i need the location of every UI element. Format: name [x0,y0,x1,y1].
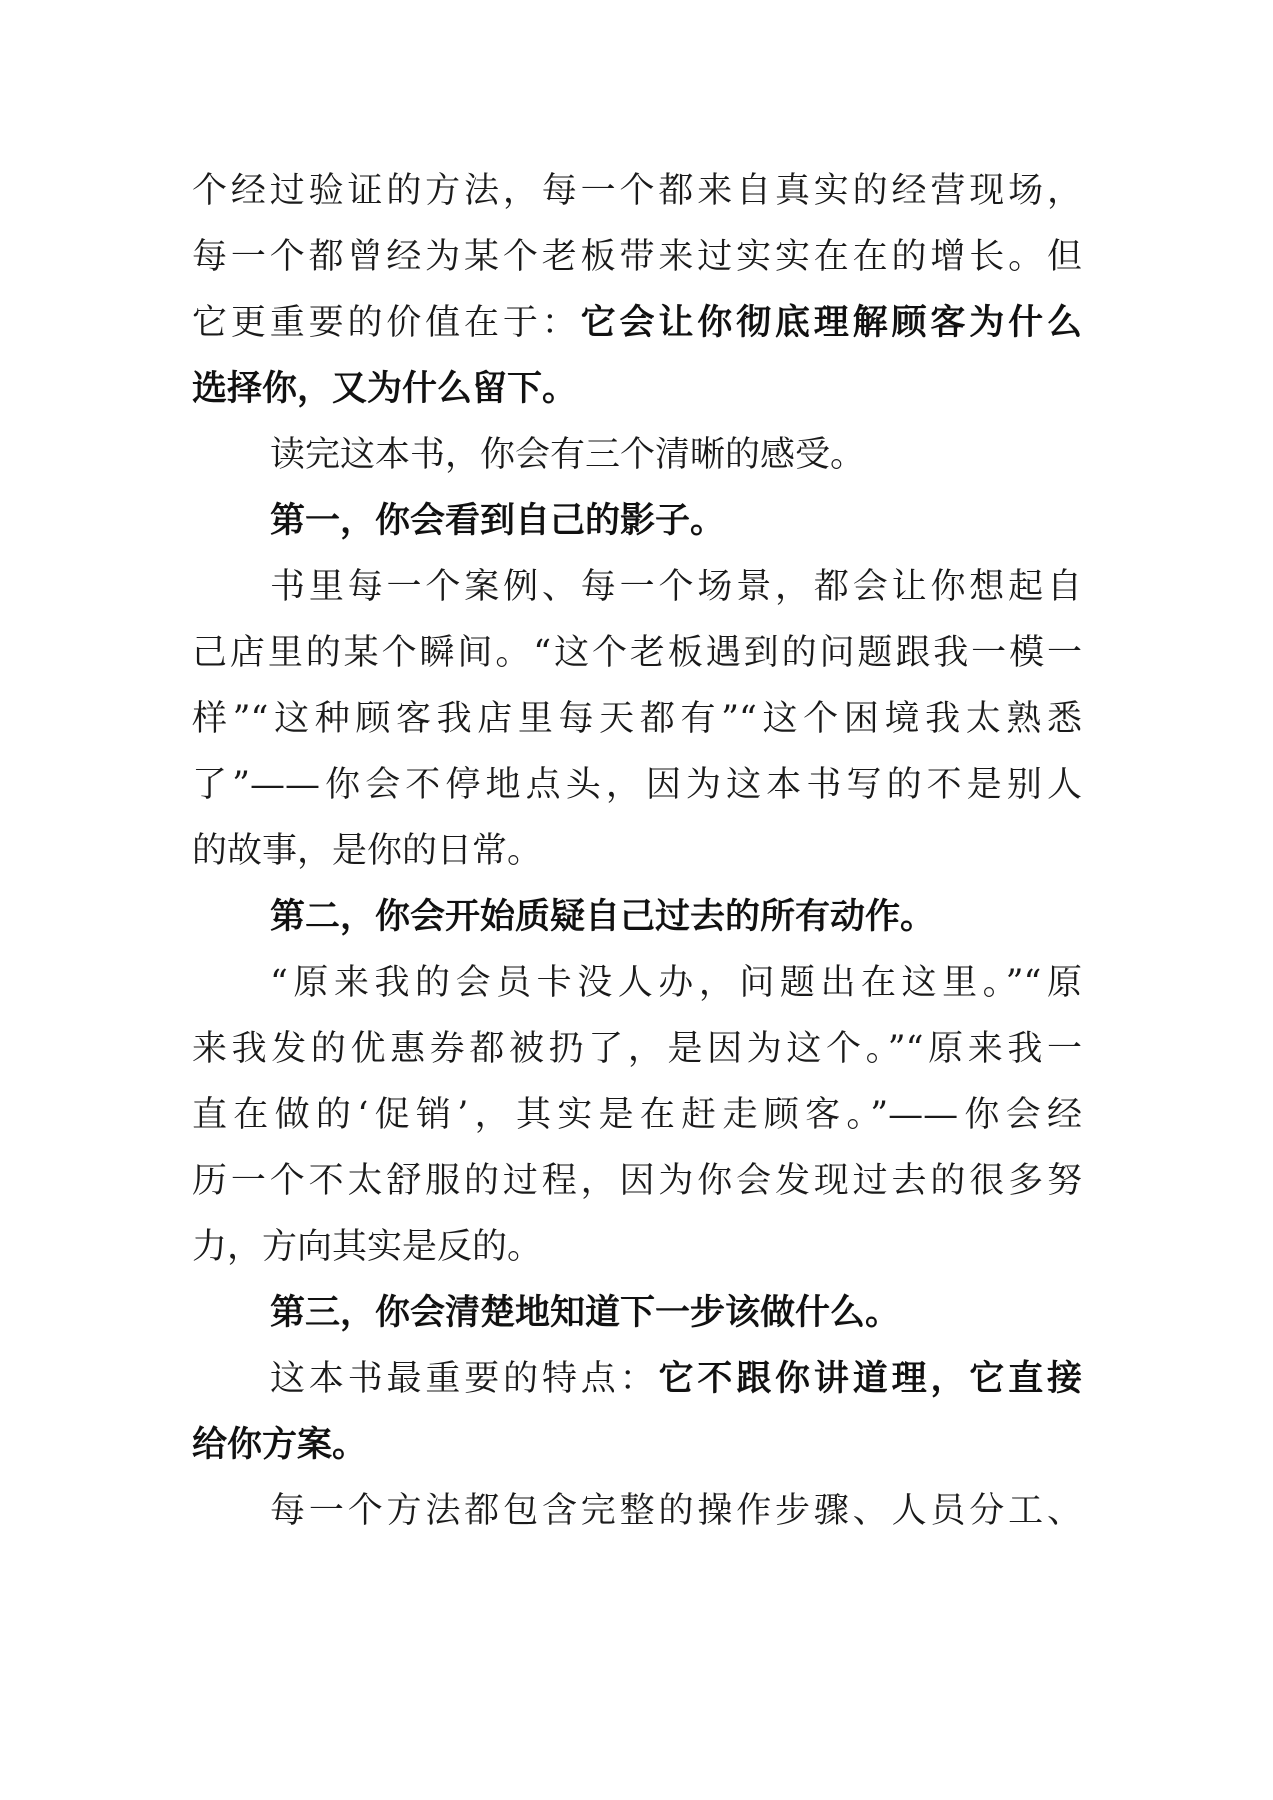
text-line [192,1412,1082,1478]
bold-text-run: 第二，你会开始质疑自己过去的所有动作。 [270,896,936,937]
text-line [192,818,1082,884]
bold-text-run: 它不跟你讲道理，它直接 [658,1358,1082,1399]
paragraph-first-line [192,422,1082,488]
text-run: 读完这本书，你会有三个清晰的感受。 [270,435,866,475]
text-run: 历一个不太舒服的过程，因为你会发现过去的很多努 [192,1161,1082,1201]
text-run: “原来我的会员卡没人办，问题出在这里。”“原 [270,963,1082,1003]
text-run: 己店里的某个瞬间。“这个老板遇到的问题跟我一模一 [192,633,1082,673]
text-line [192,1214,1082,1280]
section-heading [192,884,1082,950]
text-line [192,158,1082,224]
text-run: 的故事，是你的日常。 [192,831,543,871]
text-run: 这本书最重要的特点： [270,1359,659,1399]
paragraph-first-line [192,950,1082,1016]
paragraph-first-line [192,1478,1082,1544]
bold-text-run: 给你方案。 [192,1424,368,1465]
bold-text-run: 第一，你会看到自己的影子。 [270,500,726,541]
text-line [192,1016,1082,1082]
bold-text-run: 它会让你彻底理解顾客为什么 [580,302,1082,343]
text-line [192,620,1082,686]
text-run: 书里每一个案例、每一个场景，都会让你想起自 [270,567,1082,607]
text-run: 了”——你会不停地点头，因为这本书写的不是别人 [192,765,1082,805]
text-run: 力，方向其实是反的。 [192,1227,543,1267]
text-run: 每一个都曾经为某个老板带来过实实在在的增长。但 [192,237,1082,277]
text-run: 来我发的优惠券都被扔了，是因为这个。”“原来我一 [192,1029,1082,1069]
text-line [192,290,1082,356]
bold-text-run: 选择你，又为什么留下。 [192,368,578,409]
section-heading [192,488,1082,554]
text-line [192,1148,1082,1214]
text-line [192,224,1082,290]
text-line [192,686,1082,752]
text-line [192,356,1082,422]
paragraph-first-line [192,1346,1082,1412]
bold-text-run: 第三，你会清楚地知道下一步该做什么。 [270,1292,901,1333]
text-line [192,1082,1082,1148]
text-run: 样”“这种顾客我店里每天都有”“这个困境我太熟悉 [192,699,1082,739]
paragraph-first-line [192,554,1082,620]
text-line [192,752,1082,818]
text-run: 直在做的‘促销’，其实是在赶走顾客。”——你会经 [192,1095,1082,1135]
body-text [192,158,1082,1544]
section-heading [192,1280,1082,1346]
text-run: 它更重要的价值在于： [192,303,581,343]
text-run: 个经过验证的方法，每一个都来自真实的经营现场， [192,171,1082,211]
text-run: 每一个方法都包含完整的操作步骤、人员分工、 [270,1491,1082,1531]
